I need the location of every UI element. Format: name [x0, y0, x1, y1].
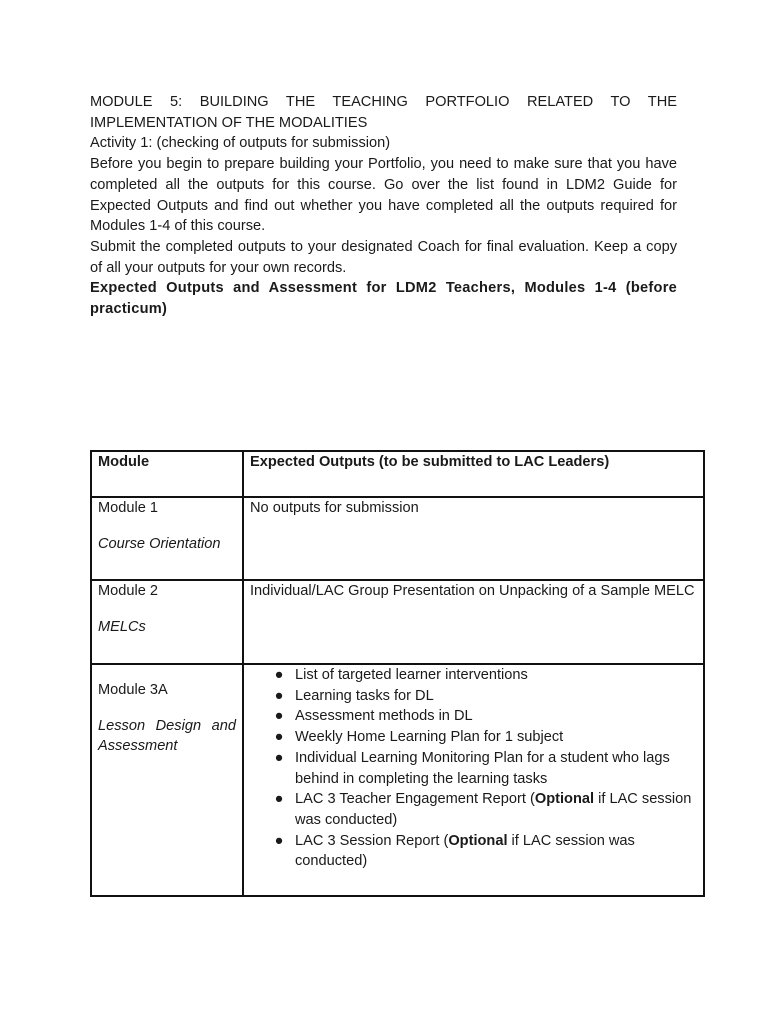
list-item-text: Learning tasks for DL [295, 687, 434, 704]
bullet-icon: ● [274, 687, 284, 704]
module-output: No outputs for submission [250, 500, 419, 516]
list-item-text-post: if LAC session was conducted) [295, 832, 635, 870]
expected-outputs-table [90, 450, 705, 897]
table-heading: Expected Outputs and Assessment for LDM2 Teachers, Modules 1-4 (before practicum) [90, 280, 677, 318]
outputs-cell [243, 497, 704, 580]
list-item-text: Assessment methods in DL [295, 708, 473, 725]
module-subtitle: MELCs [98, 618, 146, 635]
document-body [90, 92, 677, 320]
intro-paragraph: Before you begin to prepare building your Portfolio, you need to make sure that you have completed all the outputs for this course. Go over the list found in LDM2 Guide for Expected Outputs and find out whether you have completed all the outputs required for Modules 1-4 of this course. [90, 156, 677, 235]
bullet-icon: ● [274, 729, 284, 746]
bullet-icon: ● [274, 791, 284, 808]
list-item-text: Weekly Home Learning Plan for 1 subject [295, 729, 564, 746]
list-item [274, 686, 697, 707]
outputs-cell [243, 580, 704, 664]
list-item [274, 727, 697, 748]
table-header-row [91, 451, 704, 497]
module-name: Module 2 [98, 583, 159, 599]
list-item-text: Individual Learning Monitoring Plan for a student who lags behind in completing the learning tasks [295, 749, 670, 787]
table-row [91, 664, 704, 896]
bullet-icon: ● [274, 667, 284, 683]
bullet-icon: ● [274, 708, 284, 725]
outputs-cell [243, 664, 704, 896]
list-item [274, 789, 697, 830]
module-cell [91, 497, 243, 580]
list-item [274, 748, 697, 789]
module-title: MODULE 5: BUILDING THE TEACHING PORTFOLIO RELATED TO THE IMPLEMENTATION OF THE MODALITIES [90, 94, 677, 131]
list-item [274, 706, 697, 727]
module-cell [91, 664, 243, 896]
list-item-text: List of targeted learner interventions [295, 667, 528, 683]
module-cell [91, 580, 243, 664]
table-row [91, 580, 704, 664]
bullet-icon: ● [274, 749, 284, 766]
table-row [91, 497, 704, 580]
module-name: Module 1 [98, 500, 159, 516]
header-expected-outputs: Expected Outputs (to be submitted to LAC Leaders) [243, 451, 704, 497]
module-output: Individual/LAC Group Presentation on Unpacking of a Sample MELC [250, 583, 695, 599]
module-name: Module 3A [98, 682, 168, 698]
list-item [274, 665, 697, 686]
list-item-text-post: if LAC session was conducted) [295, 791, 692, 828]
module-subtitle: Lesson Design and Assessment [98, 717, 236, 755]
list-item [274, 831, 697, 872]
header-module: Module [91, 451, 243, 497]
submit-paragraph: Submit the completed outputs to your designated Coach for final evaluation. Keep a copy of all your outputs for your own records. [90, 238, 677, 276]
list-item-text-pre: LAC 3 Session Report ( [295, 832, 449, 849]
optional-label: Optional [448, 832, 508, 849]
list-item-text-pre: LAC 3 Teacher Engagement Report ( [295, 791, 535, 808]
bullet-icon: ● [274, 832, 284, 849]
outputs-bullet-list [250, 665, 697, 872]
module-subtitle: Course Orientation [98, 535, 221, 552]
optional-label: Optional [534, 791, 595, 808]
activity-heading: Activity 1: (checking of outputs for submission) [90, 135, 391, 152]
